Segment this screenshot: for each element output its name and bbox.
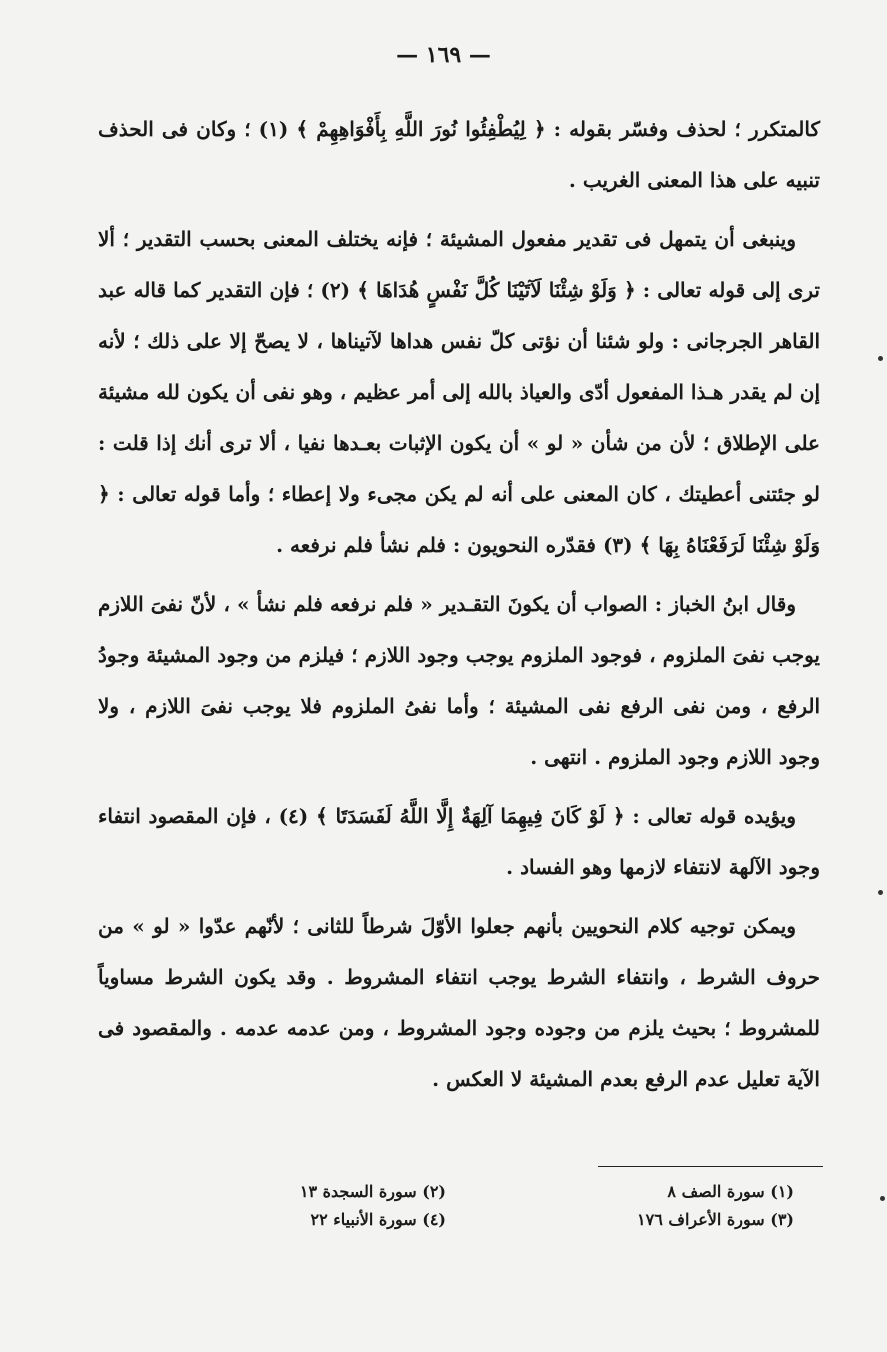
paragraph-1: كالمتكرر ؛ لحذف وفسّر بقوله : ﴿ لِيُطْفِئُوا نُورَ اللَّهِ بِأَفْوَاهِهِمْ ﴾ (١) ؛ وكان فى الحذف تنبيه على هذا المعنى الغريب . bbox=[98, 117, 820, 192]
footnote-2: (٢) سورة السجدة ١٣ bbox=[299, 1182, 446, 1201]
footnote-3: (٣) سورة الأعراف ١٧٦ bbox=[637, 1210, 794, 1229]
footnotes-right-column bbox=[494, 1178, 794, 1234]
main-text bbox=[98, 104, 820, 1113]
scan-edge-mark bbox=[878, 356, 883, 361]
footnote-1: (١) سورة الصف ٨ bbox=[667, 1182, 794, 1201]
footnote-4: (٤) سورة الأنبياء ٢٢ bbox=[310, 1210, 446, 1229]
scan-edge-mark bbox=[878, 890, 883, 895]
page-number: — ١٦٩ — bbox=[396, 42, 491, 68]
paragraph-2: وينبغى أن يتمهل فى تقدير مفعول المشيئة ؛ فإنه يختلف المعنى بحسب التقدير ؛ ألا ترى إلى قوله تعالى : ﴿ وَلَوْ شِئْنَا لَآتَيْنَا كُلَّ نَفْسٍ هُدَاهَا ﴾ (٢) ؛ فإن التقدير كما قاله عبد القاهر الجرجانى : ولو شئنا أن نؤتى كلّ نفس هداها لآتيناها ، لا يصحّ إلا على ذلك ؛ لأنه إن لم يقدر هـذا المفعول أدّى والعياذ بالله إلى أمر عظيم ، وهو نفى أن يكون لله مشيئة على الإطلاق ؛ لأن من شأن « لو » أن يكون الإثبات بعـدها نفيا ، ألا ترى أنك إذا قلت : لو جئتنى أعطيتك ، كان المعنى على أنه لم يكن مجىء ولا إعطاء ؛ وأما قوله تعالى : ﴿ وَلَوْ شِئْنَا لَرَفَعْنَاهُ بِهَا ﴾ (٣) فقدّره النحويون : فلم نشأ فلم نرفعه . bbox=[98, 227, 820, 557]
footnote-divider bbox=[598, 1166, 823, 1167]
scan-edge-mark bbox=[880, 1196, 885, 1201]
paragraph-4: ويؤيده قوله تعالى : ﴿ لَوْ كَانَ فِيهِمَا آلِهَةٌ إِلَّا اللَّهُ لَفَسَدَتَا ﴾ (٤) ، فإن المقصود انتفاء وجود الآلهة لانتفاء لازمها وهو الفساد . bbox=[98, 804, 820, 879]
paragraph-5: ويمكن توجيه كلام النحويين بأنهم جعلوا الأوّلَ شرطاً للثانى ؛ لأنّهم عدّوا « لو » من حروف الشرط ، وانتفاء الشرط يوجب انتفاء المشروط . وقد يكون الشرط مساوياً للمشروط ؛ بحيث يلزم من وجوده وجود المشروط ، ومن عدمه عدمه . والمقصود فى الآية تعليل عدم الرفع بعدم المشيئة لا العكس . bbox=[98, 914, 820, 1091]
footnotes-left-column bbox=[146, 1178, 446, 1234]
paragraph-3: وقال ابنُ الخباز : الصواب أن يكونَ التقـدير « فلم نرفعه فلم نشأ » ، لأنّ نفىَ اللازم يوجب نفىَ الملزوم ، فوجود الملزوم يوجب وجود اللازم ؛ فيلزم من وجود المشيئة وجودُ الرفع ، ومن نفى الرفع نفى المشيئة ؛ وأما نفىُ الملزوم فلا يوجب نفىَ اللازم ، ولا وجود اللازم وجود الملزوم . انتهى . bbox=[98, 592, 820, 769]
